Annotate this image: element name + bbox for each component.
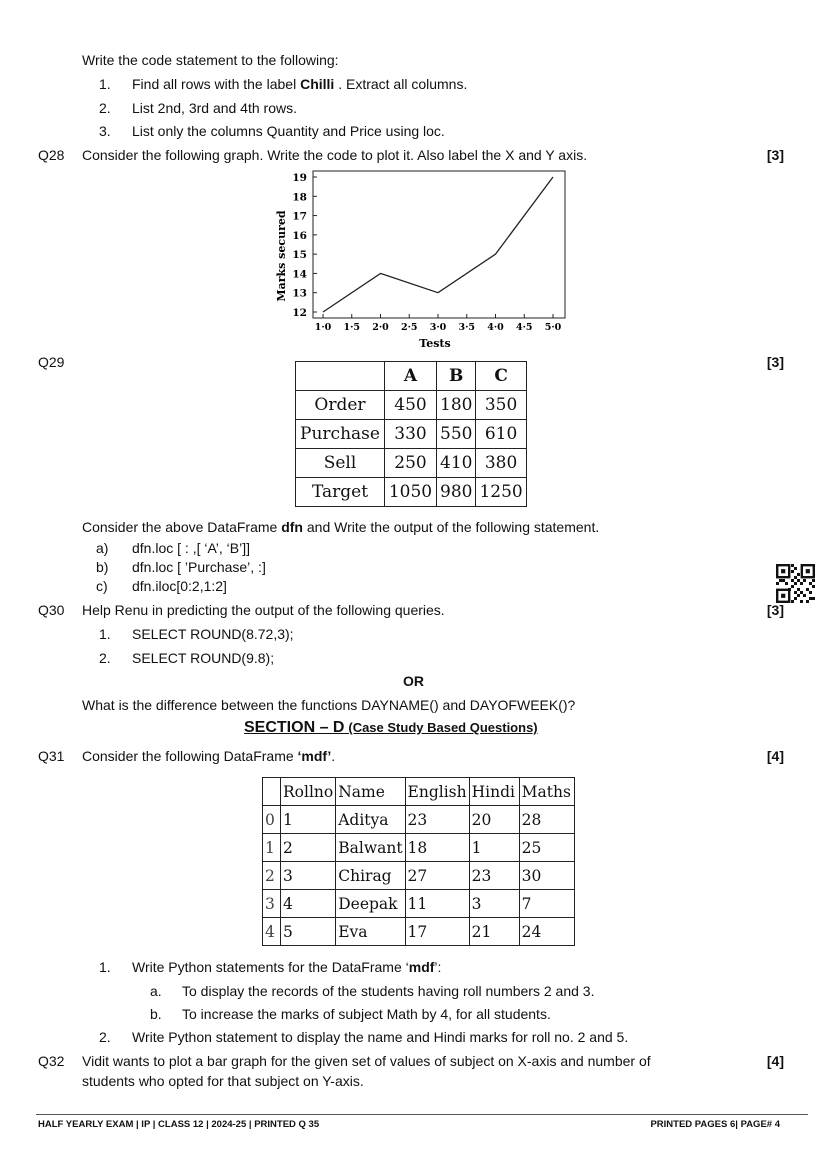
q28-text: Consider the following graph. Write the code to plot it. Also label the X and Y axis. <box>82 147 588 163</box>
table-header-row <box>263 778 575 806</box>
qr-module <box>794 582 797 585</box>
chart-y-tick-label: 19 <box>292 172 307 184</box>
chart-y-tick-label: 18 <box>292 191 307 204</box>
table-header-cell: B <box>437 362 476 391</box>
intro-item-3-num: 3. <box>99 123 111 139</box>
table-cell: 18 <box>405 834 469 862</box>
q31-text <box>82 748 335 764</box>
q29-lead-post: and Write the output of the following statement. <box>302 519 600 535</box>
chart-plot-frame <box>313 171 565 318</box>
intro-item-1-pre: Find all rows with the label <box>132 76 301 92</box>
q30-item-1-num: 1. <box>99 626 111 642</box>
section-d-subtitle: (Case Study Based Questions) <box>348 720 538 735</box>
table-cell: 250 <box>385 449 437 478</box>
q29-marks: [3] <box>766 354 784 370</box>
intro-item-1-post: . Extract all columns. <box>334 76 468 92</box>
table-cell: Chirag <box>336 862 405 890</box>
q29-lead <box>82 519 599 535</box>
qr-module <box>791 600 794 603</box>
table-header-cell: Maths <box>519 778 574 806</box>
table-cell: 5 <box>281 918 336 946</box>
q30-item-2: SELECT ROUND(9.8); <box>132 650 275 666</box>
table-index-cell: 2 <box>263 862 281 890</box>
q31-number: Q31 <box>38 748 65 764</box>
qr-module <box>803 594 806 597</box>
qr-module <box>797 573 800 576</box>
table-row <box>296 391 527 420</box>
chart-y-label: Marks secured <box>275 210 288 302</box>
chart-y-tick-label: 13 <box>292 287 307 300</box>
qr-module <box>794 597 797 600</box>
q31-sub-b: To increase the marks of subject Math by 4, for all students. <box>182 1006 551 1022</box>
q31-sub-a-num: a. <box>150 983 162 999</box>
qr-module <box>776 582 779 585</box>
table-row <box>263 806 575 834</box>
q31-dataframe-table <box>262 777 575 946</box>
chart-y-tick-label: 16 <box>292 229 307 242</box>
q32-line-1: Vidit wants to plot a bar graph for the given set of values of subject on X-axis and number of <box>82 1053 651 1069</box>
q31-bold: ‘mdf’ <box>297 748 332 764</box>
table-cell: 610 <box>476 420 526 449</box>
qr-module <box>785 582 788 585</box>
table-cell: 3 <box>281 862 336 890</box>
qr-module <box>809 582 812 585</box>
table-cell: 17 <box>405 918 469 946</box>
qr-module <box>806 588 809 591</box>
qr-module <box>791 579 794 582</box>
chart-x-label: Tests <box>419 337 451 350</box>
qr-finder-core <box>781 569 785 573</box>
qr-module <box>806 600 809 603</box>
q29-item-c: dfn.iloc[0:2,1:2] <box>132 578 227 594</box>
intro-item-1 <box>132 76 467 92</box>
q28-number: Q28 <box>38 147 65 163</box>
chart-x-tick-label: 5·0 <box>544 322 562 333</box>
qr-module <box>812 585 815 588</box>
table-cell: 180 <box>437 391 476 420</box>
q29-lead-pre: Consider the above DataFrame <box>82 519 282 535</box>
qr-module <box>794 591 797 594</box>
table-cell: Aditya <box>336 806 405 834</box>
table-cell: 980 <box>437 478 476 507</box>
qr-module <box>809 591 812 594</box>
qr-module <box>791 585 794 588</box>
q31-marks: [4] <box>766 748 784 764</box>
chart-x-tick-label: 1·0 <box>314 322 332 333</box>
q30-text: Help Renu in predicting the output of the following queries. <box>82 602 445 618</box>
footer-right: PRINTED PAGES 6| PAGE# 4 <box>650 1119 780 1130</box>
qr-module <box>812 579 815 582</box>
qr-module <box>794 567 797 570</box>
section-d-title: SECTION – D <box>244 719 345 736</box>
chart-x-tick-label: 3·5 <box>458 322 476 333</box>
q30-marks: [3] <box>766 602 784 618</box>
chart-series-line <box>323 177 553 312</box>
table-cell: 1250 <box>476 478 526 507</box>
q30-item-2-num: 2. <box>99 650 111 666</box>
q31-item-2: Write Python statement to display the name and Hindi marks for roll no. 2 and 5. <box>132 1029 629 1045</box>
qr-finder-core <box>806 569 810 573</box>
qr-module <box>797 594 800 597</box>
table-cell: 2 <box>281 834 336 862</box>
q31-item-1-num: 1. <box>99 959 111 975</box>
chart-x-tick-label: 1·5 <box>343 322 361 333</box>
table-cell: 350 <box>476 391 526 420</box>
chart-y-tick-label: 17 <box>292 210 307 223</box>
q31-item-1-pre: Write Python statements for the DataFrame ‘ <box>132 959 409 975</box>
table-row <box>296 420 527 449</box>
intro-lead: Write the code statement to the following: <box>82 52 339 68</box>
qr-code-icon <box>776 564 815 603</box>
table-cell: 450 <box>385 391 437 420</box>
q31-post: . <box>331 748 336 764</box>
table-cell: 20 <box>469 806 519 834</box>
intro-item-2: List 2nd, 3rd and 4th rows. <box>132 100 297 116</box>
q29-item-a-num: a) <box>96 540 109 556</box>
chart-y-tick-label: 14 <box>292 268 307 281</box>
table-cell: 4 <box>281 890 336 918</box>
table-cell: 23 <box>405 806 469 834</box>
chart-x-tick-label: 2·5 <box>400 322 418 333</box>
table-header-cell: C <box>476 362 526 391</box>
qr-finder-core <box>781 594 785 598</box>
intro-item-3: List only the columns Quantity and Price using loc. <box>132 123 445 139</box>
q30-alt: What is the difference between the functions DAYNAME() and DAYOFWEEK()? <box>82 697 576 713</box>
q29-dataframe-table <box>295 361 527 507</box>
table-cell: 3 <box>469 890 519 918</box>
table-row <box>296 478 527 507</box>
table-cell: 27 <box>405 862 469 890</box>
qr-module <box>800 600 803 603</box>
table-header-cell <box>263 778 281 806</box>
table-cell: Sell <box>296 449 385 478</box>
table-row <box>263 918 575 946</box>
q29-item-c-num: c) <box>96 578 108 594</box>
table-header-cell <box>296 362 385 391</box>
q31-pre: Consider the following DataFrame <box>82 748 298 764</box>
table-cell: 28 <box>519 806 574 834</box>
chart-y-tick-label: 15 <box>292 249 307 262</box>
q31-item-1-post: ’: <box>434 959 442 975</box>
table-cell: 30 <box>519 862 574 890</box>
table-row <box>263 834 575 862</box>
q29-item-b-num: b) <box>96 559 109 575</box>
table-index-cell: 3 <box>263 890 281 918</box>
table-row <box>263 890 575 918</box>
table-header-cell: English <box>405 778 469 806</box>
qr-module <box>782 579 785 582</box>
q31-sub-a: To display the records of the students having roll numbers 2 and 3. <box>182 983 595 999</box>
table-row <box>263 862 575 890</box>
footer-left: HALF YEARLY EXAM | IP | CLASS 12 | 2024-25 | PRINTED Q 35 <box>38 1119 320 1130</box>
q29-item-b: dfn.loc [ ’Purchase’, :] <box>132 559 266 575</box>
table-cell: 1 <box>469 834 519 862</box>
table-header-cell: A <box>385 362 437 391</box>
q28-line-chart <box>265 168 575 353</box>
footer-divider <box>36 1114 808 1115</box>
table-cell: 410 <box>437 449 476 478</box>
q29-number: Q29 <box>38 354 65 370</box>
intro-item-1-num: 1. <box>99 76 111 92</box>
chart-x-tick-label: 2·0 <box>372 322 389 333</box>
table-cell: 23 <box>469 862 519 890</box>
table-cell: 1 <box>281 806 336 834</box>
q32-number: Q32 <box>38 1053 65 1069</box>
table-cell: 21 <box>469 918 519 946</box>
qr-module <box>800 591 803 594</box>
table-header-row <box>296 362 527 391</box>
table-header-cell: Hindi <box>469 778 519 806</box>
qr-module <box>788 588 791 591</box>
table-cell: 24 <box>519 918 574 946</box>
table-index-cell: 4 <box>263 918 281 946</box>
qr-module <box>791 564 794 567</box>
table-cell: 1050 <box>385 478 437 507</box>
table-index-cell: 1 <box>263 834 281 862</box>
qr-module <box>803 579 806 582</box>
qr-module <box>797 588 800 591</box>
chart-y-tick-label: 12 <box>292 307 307 319</box>
qr-module <box>809 597 812 600</box>
q31-item-1-bold: mdf <box>408 959 435 975</box>
table-cell: 550 <box>437 420 476 449</box>
q30-item-1: SELECT ROUND(8.72,3); <box>132 626 294 642</box>
qr-module <box>779 579 782 582</box>
table-cell: 7 <box>519 890 574 918</box>
table-cell: Order <box>296 391 385 420</box>
qr-module <box>812 597 815 600</box>
qr-module <box>794 576 797 579</box>
intro-item-2-num: 2. <box>99 100 111 116</box>
chart-x-tick-label: 4·5 <box>515 322 533 333</box>
table-index-cell: 0 <box>263 806 281 834</box>
table-cell: Deepak <box>336 890 405 918</box>
section-d-heading <box>244 719 538 737</box>
table-cell: Eva <box>336 918 405 946</box>
table-header-cell: Name <box>336 778 405 806</box>
table-cell: Balwant <box>336 834 405 862</box>
table-cell: 25 <box>519 834 574 862</box>
qr-module <box>791 570 794 573</box>
q31-sub-b-num: b. <box>150 1006 162 1022</box>
q28-marks: [3] <box>766 147 784 163</box>
chart-x-tick-label: 3·0 <box>429 322 447 333</box>
q30-or: OR <box>403 673 424 689</box>
qr-module <box>797 579 800 582</box>
table-cell: 11 <box>405 890 469 918</box>
table-cell: Purchase <box>296 420 385 449</box>
q31-item-2-num: 2. <box>99 1029 111 1045</box>
table-header-cell: Rollno <box>281 778 336 806</box>
q29-lead-bold: dfn <box>281 519 303 535</box>
q29-item-a: dfn.loc [ : ,[ ‘A’, ‘B’]] <box>132 540 251 556</box>
intro-item-1-bold: Chilli <box>300 76 335 92</box>
table-cell: Target <box>296 478 385 507</box>
q32-marks: [4] <box>766 1053 784 1069</box>
q32-line-2: students who opted for that subject on Y-axis. <box>82 1073 364 1089</box>
q31-item-1 <box>132 959 441 975</box>
qr-module <box>800 582 803 585</box>
table-row <box>296 449 527 478</box>
chart-x-tick-label: 4·0 <box>487 322 504 333</box>
q30-number: Q30 <box>38 602 65 618</box>
table-cell: 380 <box>476 449 526 478</box>
table-cell: 330 <box>385 420 437 449</box>
